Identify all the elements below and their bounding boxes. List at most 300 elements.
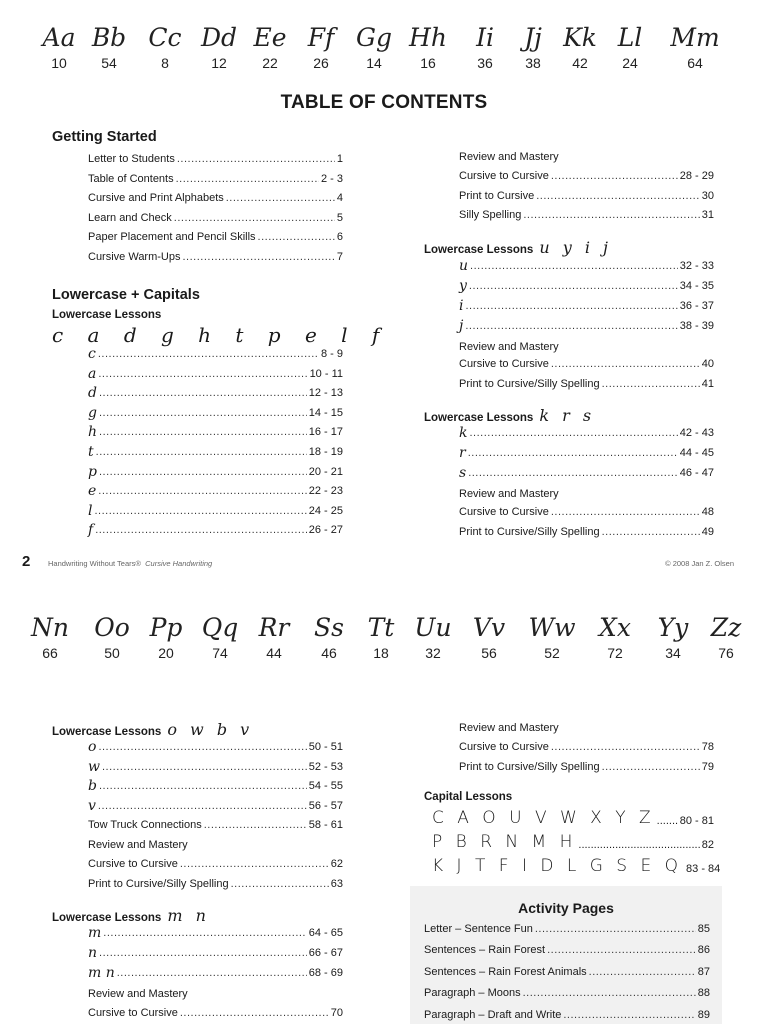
toc-entry bbox=[424, 986, 710, 1000]
dot-leader bbox=[465, 299, 677, 313]
toc-entry-label: e bbox=[88, 483, 97, 500]
toc-entry-page: 41 bbox=[701, 377, 714, 390]
capital-lessons-heading: Capital Lessons bbox=[424, 791, 513, 803]
alphabet-letter-pair: Tt bbox=[367, 613, 395, 642]
toc-entry-page: 40 bbox=[701, 358, 714, 370]
toc-entry-page: 89 bbox=[697, 1008, 710, 1021]
dot-leader bbox=[469, 426, 677, 440]
dot-leader bbox=[180, 1006, 329, 1020]
toc-entry-page: 20 - 21 bbox=[308, 465, 343, 478]
capital-lesson-row bbox=[432, 832, 714, 852]
krs-heading bbox=[424, 406, 595, 425]
dot-leader bbox=[657, 814, 678, 828]
dot-leader bbox=[183, 250, 335, 264]
dot-leader bbox=[551, 169, 678, 183]
dot-leader bbox=[258, 230, 335, 244]
alphabet-page-number: 74 bbox=[212, 645, 228, 661]
toc-entry bbox=[459, 426, 714, 440]
alphabet-page-number: 44 bbox=[266, 645, 282, 661]
toc-entry-page: 62 bbox=[330, 858, 343, 870]
dot-leader bbox=[174, 211, 335, 225]
alphabet-page-number: 34 bbox=[665, 645, 681, 661]
toc-entry-page: 7 bbox=[336, 251, 343, 263]
toc-entry-label: p bbox=[88, 463, 97, 480]
getting-started-heading: Getting Started bbox=[52, 129, 157, 145]
toc-entry-label: v bbox=[88, 797, 96, 814]
toc-entry-page: 70 bbox=[330, 1007, 343, 1019]
toc-entry bbox=[459, 740, 714, 754]
dot-leader bbox=[578, 838, 699, 852]
alphabet-cell bbox=[291, 22, 351, 72]
mn-review-label: Review and Mastery bbox=[88, 988, 188, 1000]
lowercase-lessons-subheading: Lowercase Lessons bbox=[52, 309, 162, 321]
toc-entry bbox=[459, 169, 714, 183]
toc-entry-label: Table of Contents bbox=[88, 172, 174, 185]
alphabet-letter-pair: Jj bbox=[524, 23, 542, 52]
dot-leader bbox=[468, 466, 678, 480]
toc-entry bbox=[88, 465, 343, 479]
dot-leader bbox=[468, 446, 678, 460]
alphabet-cell bbox=[79, 22, 139, 72]
toc-entry bbox=[88, 250, 343, 264]
toc-entry bbox=[459, 299, 714, 313]
dot-leader bbox=[535, 922, 696, 936]
toc-entry-page: 31 bbox=[701, 209, 714, 222]
toc-entry-label: Cursive to Cursive bbox=[88, 1007, 178, 1019]
dot-leader bbox=[589, 965, 696, 979]
krs-heading-text: Lowercase Lessons bbox=[424, 412, 534, 424]
alphabet-page-number: 18 bbox=[373, 645, 389, 661]
toc-entry-page: 58 - 61 bbox=[308, 819, 343, 832]
toc-entry-page: 44 - 45 bbox=[679, 447, 714, 459]
toc-entry-page: 4 bbox=[336, 192, 343, 205]
alphabet-cell bbox=[600, 22, 660, 72]
toc-entry bbox=[424, 965, 710, 979]
toc-entry bbox=[88, 818, 343, 832]
owbv-heading bbox=[52, 720, 253, 739]
toc-entry-label: Paragraph – Moons bbox=[424, 987, 521, 1000]
toc-entry-page: 38 - 39 bbox=[679, 320, 714, 332]
alphabet-letter-pair: Cc bbox=[148, 23, 182, 52]
toc-entry bbox=[88, 152, 343, 166]
alphabet-cell bbox=[135, 22, 195, 72]
capital-lesson-row bbox=[432, 856, 721, 876]
toc-entry bbox=[88, 347, 343, 361]
alphabet-cell bbox=[696, 612, 756, 662]
toc-entry-label: Cursive to Cursive bbox=[459, 358, 549, 370]
alphabet-page-number: 46 bbox=[321, 645, 337, 661]
toc-entry-label: a bbox=[88, 365, 97, 382]
alphabet-page-number: 64 bbox=[687, 55, 703, 71]
alphabet-page-number: 26 bbox=[313, 55, 329, 71]
toc-entry bbox=[424, 943, 710, 957]
toc-entry bbox=[88, 504, 343, 518]
toc-entry-page: 48 bbox=[701, 506, 714, 518]
alphabet-letter-pair: Qq bbox=[201, 613, 239, 642]
toc-entry-label: m n bbox=[88, 965, 115, 981]
alphabet-cell bbox=[403, 612, 463, 662]
toc-entry-page: 1 bbox=[336, 153, 343, 165]
toc-entry bbox=[88, 523, 343, 537]
toc-entry-label: Cursive Warm-Ups bbox=[88, 251, 181, 263]
lowercase-cursive-strip: c a d g h t p e l f bbox=[52, 323, 389, 347]
alphabet-page-number: 50 bbox=[104, 645, 120, 661]
dot-leader bbox=[602, 525, 700, 539]
toc-entry-page: 32 - 33 bbox=[679, 260, 714, 272]
alphabet-page-number: 54 bbox=[101, 55, 117, 71]
toc-entry-page: 6 bbox=[336, 231, 343, 244]
alphabet-page-number: 36 bbox=[477, 55, 493, 71]
dot-leader bbox=[547, 943, 696, 957]
toc-entry-label: i bbox=[459, 298, 464, 314]
toc-entry bbox=[424, 1008, 710, 1022]
toc-entry-label: k bbox=[459, 425, 468, 441]
alphabet-cell bbox=[344, 22, 404, 72]
toc-entry-label: t bbox=[88, 444, 94, 460]
dot-leader bbox=[98, 740, 306, 754]
alphabet-page-number: 22 bbox=[262, 55, 278, 71]
footer-brand: Handwriting Without Tears® bbox=[48, 559, 141, 568]
krs-glyphs: k r s bbox=[539, 406, 596, 425]
toc-entry-label: Learn and Check bbox=[88, 211, 172, 224]
toc-entry-label: f bbox=[88, 522, 94, 539]
toc-entry bbox=[459, 525, 714, 539]
dot-leader bbox=[226, 191, 335, 205]
uyij-heading-text: Lowercase Lessons bbox=[424, 244, 534, 256]
toc-entry-page: 66 - 67 bbox=[308, 947, 343, 959]
alphabet-letter-pair: Ii bbox=[476, 23, 494, 52]
capital-lesson-page: 80 - 81 bbox=[679, 815, 714, 827]
toc-entry-page: 12 - 13 bbox=[308, 387, 343, 400]
dot-leader bbox=[95, 523, 307, 537]
toc-entry-page: 54 - 55 bbox=[308, 780, 343, 793]
toc-entry-page: 78 bbox=[701, 741, 714, 753]
alphabet-page-number: 72 bbox=[607, 645, 623, 661]
toc-entry-label: Tow Truck Connections bbox=[88, 819, 202, 832]
dot-leader bbox=[465, 319, 677, 333]
dot-leader bbox=[99, 386, 307, 400]
footer-page-number: 2 bbox=[22, 553, 31, 570]
toc-entry-label: Cursive to Cursive bbox=[88, 858, 178, 870]
toc-entry-label: Sentences – Rain Forest Animals bbox=[424, 965, 587, 978]
toc-entry bbox=[424, 922, 710, 936]
toc-entry-label: y bbox=[459, 278, 467, 294]
toc-entry-label: Print to Cursive/Silly Spelling bbox=[459, 377, 600, 390]
toc-entry-label: m bbox=[88, 925, 102, 941]
toc-entry-page: 30 bbox=[701, 189, 714, 202]
toc-entry bbox=[88, 760, 343, 774]
toc-entry-label: Print to Cursive bbox=[459, 189, 535, 202]
alphabet-letter-pair: Nn bbox=[31, 613, 69, 642]
toc-entry-page: 63 bbox=[330, 877, 343, 890]
alphabet-cell bbox=[665, 22, 725, 72]
alphabet-page-number: 52 bbox=[544, 645, 560, 661]
mn-heading bbox=[52, 906, 210, 925]
toc-entry bbox=[88, 740, 343, 754]
alphabet-letter-pair: Xx bbox=[599, 613, 631, 642]
toc-entry bbox=[459, 189, 714, 203]
alphabet-page-number: 32 bbox=[425, 645, 441, 661]
toc-entry bbox=[459, 259, 714, 273]
alphabet-cell bbox=[20, 612, 80, 662]
alphabet-letter-pair: Mm bbox=[670, 23, 720, 52]
dot-leader bbox=[602, 760, 700, 774]
toc-entry bbox=[459, 357, 714, 371]
toc-entry-page: 16 - 17 bbox=[308, 426, 343, 439]
alphabet-page-number: 56 bbox=[481, 645, 497, 661]
alphabet-letter-pair: Aa bbox=[42, 23, 76, 52]
activity-pages-title: Activity Pages bbox=[518, 900, 614, 916]
toc-entry-label: j bbox=[459, 318, 464, 334]
toc-entry-label: Print to Cursive/Silly Spelling bbox=[459, 760, 600, 773]
alphabet-letter-pair: Ff bbox=[307, 23, 335, 52]
capital-lesson-page: 83 - 84 bbox=[686, 863, 721, 875]
dot-leader bbox=[98, 347, 319, 361]
toc-entry-page: 64 - 65 bbox=[308, 927, 343, 939]
dot-leader bbox=[102, 760, 307, 774]
dot-leader bbox=[103, 926, 306, 940]
alphabet-letter-pair: Ll bbox=[617, 23, 643, 52]
dot-leader bbox=[469, 279, 678, 293]
toc-entry-page: 79 bbox=[701, 760, 714, 773]
toc-entry bbox=[88, 799, 343, 813]
capital-lesson-row bbox=[432, 808, 714, 828]
toc-entry-page: 86 bbox=[697, 944, 710, 957]
alphabet-letter-pair: Oo bbox=[94, 613, 130, 642]
toc-entry-label: Sentences – Rain Forest bbox=[424, 944, 546, 957]
alphabet-page-number: 14 bbox=[366, 55, 382, 71]
alphabet-letter-pair: Ss bbox=[314, 613, 344, 642]
toc-entry bbox=[88, 172, 343, 186]
toc-entry-label: w bbox=[88, 758, 100, 775]
toc-entry-label: Paper Placement and Pencil Skills bbox=[88, 231, 256, 244]
alphabet-page-number: 20 bbox=[158, 645, 174, 661]
toc-entry-page: 85 bbox=[697, 923, 710, 935]
alphabet-cell bbox=[299, 612, 359, 662]
toc-entry-label: s bbox=[459, 465, 467, 481]
uyij-glyphs: u y i j bbox=[539, 238, 612, 257]
toc-entry-label: b bbox=[88, 778, 97, 795]
dot-leader bbox=[602, 377, 700, 391]
toc-entry-label: Print to Cursive/Silly Spelling bbox=[88, 877, 229, 890]
mn-glyphs: m n bbox=[167, 906, 210, 925]
toc-entry-page: 50 - 51 bbox=[308, 741, 343, 753]
alphabet-page-number: 10 bbox=[51, 55, 67, 71]
toc-entry-page: 28 - 29 bbox=[679, 170, 714, 182]
dot-leader bbox=[99, 406, 307, 420]
toc-entry-page: 36 - 37 bbox=[679, 300, 714, 312]
toc-entry-page: 49 bbox=[701, 525, 714, 538]
dot-leader bbox=[177, 152, 335, 166]
alphabet-page-number: 76 bbox=[718, 645, 734, 661]
alphabet-letter-pair: Dd bbox=[200, 23, 238, 52]
toc-entry bbox=[459, 319, 714, 333]
toc-entry-page: 2 - 3 bbox=[320, 172, 343, 185]
toc-entry-label: c bbox=[88, 346, 96, 362]
alphabet-letter-pair: Gg bbox=[356, 23, 392, 52]
page-title: TABLE OF CONTENTS bbox=[280, 92, 488, 113]
capital-letters: P B R N M H bbox=[432, 832, 577, 852]
toc-entry-label: Cursive to Cursive bbox=[459, 741, 549, 753]
toc-entry-label: Print to Cursive/Silly Spelling bbox=[459, 525, 600, 538]
toc-entry bbox=[459, 505, 714, 519]
alphabet-page-number: 8 bbox=[161, 55, 169, 71]
lowercase-capitals-heading: Lowercase + Capitals bbox=[52, 287, 200, 303]
footer-book-title: Cursive Handwriting bbox=[145, 559, 213, 568]
toc-entry bbox=[88, 191, 343, 205]
dot-leader bbox=[523, 208, 699, 222]
alphabet-letter-pair: Ww bbox=[528, 613, 576, 642]
alphabet-cell bbox=[244, 612, 304, 662]
toc-entry-label: Cursive and Print Alphabets bbox=[88, 192, 224, 205]
toc-entry-page: 14 - 15 bbox=[308, 406, 343, 419]
toc-entry-label: Letter to Students bbox=[88, 153, 175, 165]
toc-entry-label: Paragraph – Draft and Write bbox=[424, 1008, 562, 1021]
alphabet-letter-pair: Zz bbox=[710, 613, 742, 642]
toc-entry-label: u bbox=[459, 258, 469, 274]
alphabet-letter-pair: Vv bbox=[472, 613, 506, 642]
capital-letters: K J T F I D L G S E Q bbox=[432, 856, 683, 876]
alphabet-page-number: 16 bbox=[420, 55, 436, 71]
toc-entry-page: 42 - 43 bbox=[679, 427, 714, 439]
alphabet-letter-pair: Yy bbox=[657, 613, 689, 642]
toc-entry-page: 22 - 23 bbox=[308, 485, 343, 498]
dot-leader bbox=[94, 504, 306, 518]
review-mastery-label: Review and Mastery bbox=[459, 151, 559, 163]
dot-leader bbox=[204, 818, 307, 832]
toc-entry-label: Cursive to Cursive bbox=[459, 170, 549, 182]
toc-entry bbox=[88, 877, 343, 891]
toc-entry bbox=[459, 466, 714, 480]
right-bottom-review-label: Review and Mastery bbox=[459, 722, 559, 734]
toc-entry bbox=[88, 425, 343, 439]
capital-lesson-page: 82 bbox=[701, 839, 714, 851]
toc-entry-label: r bbox=[459, 445, 466, 461]
dot-leader bbox=[176, 172, 319, 186]
toc-entry bbox=[88, 211, 343, 225]
dot-leader bbox=[536, 189, 700, 203]
dot-leader bbox=[99, 425, 307, 439]
alphabet-letter-pair: Ee bbox=[253, 23, 287, 52]
toc-entry-label: g bbox=[88, 404, 97, 421]
dot-leader bbox=[99, 779, 307, 793]
toc-entry-label: n bbox=[88, 945, 98, 961]
dot-leader bbox=[231, 877, 329, 891]
alphabet-cell bbox=[82, 612, 142, 662]
alphabet-letter-pair: Bb bbox=[91, 23, 127, 52]
uyij-review-label: Review and Mastery bbox=[459, 341, 559, 353]
toc-entry-page: 52 - 53 bbox=[308, 760, 343, 773]
toc-entry bbox=[459, 446, 714, 460]
dot-leader bbox=[96, 445, 307, 459]
toc-entry bbox=[459, 279, 714, 293]
dot-leader bbox=[470, 259, 678, 273]
owbv-heading-text: Lowercase Lessons bbox=[52, 726, 162, 738]
toc-entry-label: l bbox=[88, 502, 93, 519]
toc-entry bbox=[88, 406, 343, 420]
alphabet-page-number: 42 bbox=[572, 55, 588, 71]
alphabet-page-number: 66 bbox=[42, 645, 58, 661]
toc-entry-page: 24 - 25 bbox=[308, 504, 343, 517]
dot-leader bbox=[117, 966, 307, 980]
toc-entry bbox=[459, 760, 714, 774]
toc-entry-page: 88 bbox=[697, 987, 710, 1000]
footer-left bbox=[48, 559, 212, 568]
toc-entry bbox=[88, 386, 343, 400]
dot-leader bbox=[98, 367, 307, 381]
dot-leader bbox=[563, 1008, 695, 1022]
dot-leader bbox=[99, 946, 307, 960]
toc-entry-page: 10 - 11 bbox=[309, 367, 343, 380]
toc-entry bbox=[88, 966, 343, 980]
toc-entry bbox=[88, 1006, 343, 1020]
alphabet-letter-pair: Uu bbox=[414, 613, 452, 642]
alphabet-page-number: 24 bbox=[622, 55, 638, 71]
toc-entry-page: 68 - 69 bbox=[308, 967, 343, 979]
alphabet-cell bbox=[351, 612, 411, 662]
owbv-review-label: Review and Mastery bbox=[88, 839, 188, 851]
alphabet-letter-pair: Kk bbox=[563, 23, 597, 52]
toc-entry-page: 34 - 35 bbox=[679, 280, 714, 292]
dot-leader bbox=[180, 857, 329, 871]
alphabet-cell bbox=[459, 612, 519, 662]
dot-leader bbox=[551, 505, 700, 519]
uyij-heading bbox=[424, 238, 612, 257]
toc-entry-label: Letter – Sentence Fun bbox=[424, 923, 533, 935]
dot-leader bbox=[98, 799, 307, 813]
toc-entry bbox=[459, 208, 714, 222]
toc-entry-label: Silly Spelling bbox=[459, 209, 522, 222]
toc-entry-label: o bbox=[88, 739, 97, 755]
toc-entry-label: h bbox=[88, 424, 98, 441]
dot-leader bbox=[551, 740, 700, 754]
alphabet-cell bbox=[585, 612, 645, 662]
toc-entry-page: 18 - 19 bbox=[308, 446, 343, 458]
dot-leader bbox=[523, 986, 696, 1000]
toc-entry bbox=[88, 946, 343, 960]
toc-entry-page: 56 - 57 bbox=[308, 799, 343, 812]
toc-entry-page: 8 - 9 bbox=[320, 348, 343, 360]
alphabet-letter-pair: Pp bbox=[149, 613, 183, 642]
alphabet-letter-pair: Hh bbox=[409, 23, 447, 52]
dot-leader bbox=[98, 484, 306, 498]
krs-review-label: Review and Mastery bbox=[459, 488, 559, 500]
toc-entry-page: 26 - 27 bbox=[308, 524, 343, 537]
alphabet-cell bbox=[136, 612, 196, 662]
footer-copyright: © 2008 Jan Z. Olsen bbox=[665, 559, 734, 568]
toc-entry bbox=[88, 926, 343, 940]
toc-entry bbox=[88, 857, 343, 871]
alphabet-page-number: 12 bbox=[211, 55, 227, 71]
alphabet-cell bbox=[398, 22, 458, 72]
toc-entry-page: 5 bbox=[336, 211, 343, 224]
toc-entry bbox=[88, 484, 343, 498]
toc-entry-page: 46 - 47 bbox=[679, 467, 714, 479]
activity-pages-box bbox=[410, 886, 722, 1024]
toc-entry bbox=[88, 779, 343, 793]
mn-heading-text: Lowercase Lessons bbox=[52, 912, 162, 924]
alphabet-cell bbox=[522, 612, 582, 662]
dot-leader bbox=[99, 465, 307, 479]
alphabet-cell bbox=[190, 612, 250, 662]
toc-entry bbox=[88, 230, 343, 244]
dot-leader bbox=[551, 357, 700, 371]
toc-entry bbox=[88, 445, 343, 459]
toc-entry-label: Cursive to Cursive bbox=[459, 506, 549, 518]
capital-letters: C A O U V W X Y Z bbox=[432, 808, 655, 828]
toc-entry-label: d bbox=[88, 385, 97, 402]
alphabet-letter-pair: Rr bbox=[258, 613, 290, 642]
